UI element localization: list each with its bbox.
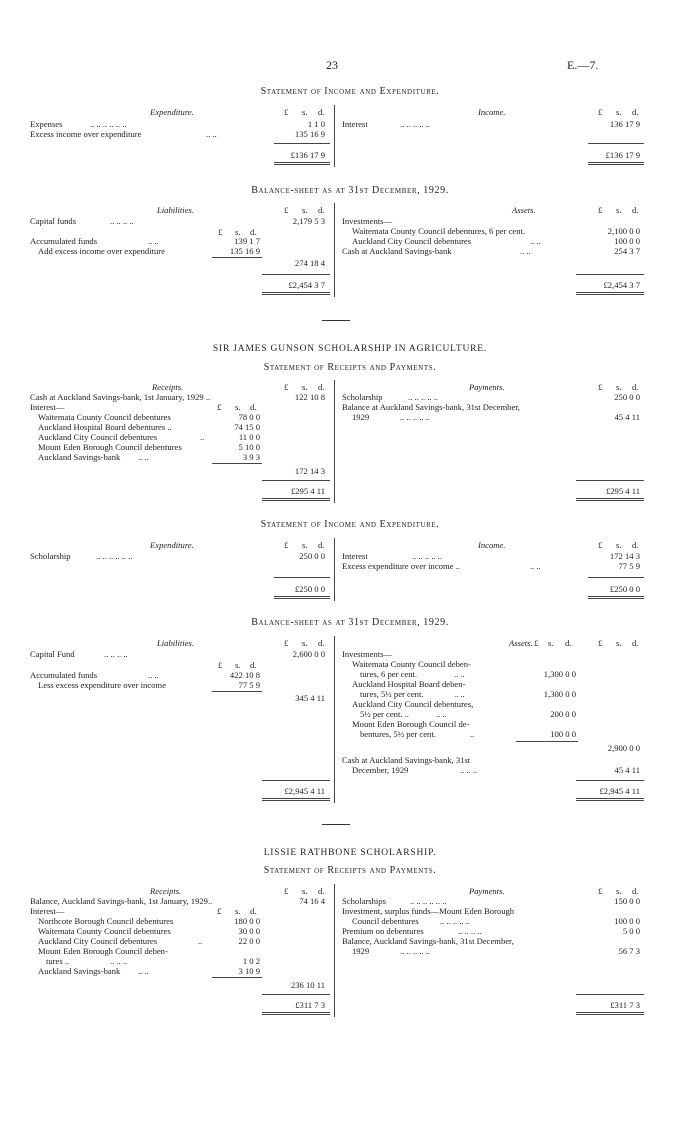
- gunson-balance-label: 1929: [352, 412, 370, 422]
- s2-add-excess-amt: 135 16 9: [229, 246, 260, 256]
- double-rule: [576, 292, 644, 295]
- gunson-scholarship-amt: 250 0 0: [614, 392, 640, 402]
- s1-left-head: Expenditure.: [150, 107, 194, 117]
- lsd-shilling: s.: [302, 205, 308, 215]
- lsd-pound: £: [534, 638, 539, 648]
- rathbone-interest-total: 236 10 11: [290, 980, 325, 990]
- rathbone-int-amt: 180 0 0: [234, 916, 260, 926]
- gunson-int-amt: 11 0 0: [238, 432, 260, 442]
- gunson-bs-right-head: Assets.: [509, 638, 533, 648]
- section-separator: [322, 320, 350, 321]
- total-rule: [274, 143, 330, 144]
- gunson-balance-amt: 45 4 11: [614, 412, 640, 422]
- leader-dots: .. .. .. .. .. ..: [90, 119, 127, 129]
- s2-cash-amt: 254 3 7: [614, 246, 640, 256]
- gunson-ie-right-total: £250 0 0: [609, 584, 640, 594]
- gunson-rp-title: Statement of Receipts and Payments.: [263, 362, 437, 373]
- leader-dots: .. ..: [138, 452, 149, 462]
- lsd-pound: £: [218, 227, 223, 237]
- gunson-inv-line: Auckland Hospital Board deben-: [352, 679, 466, 689]
- leader-dots: .. .. .. .. ..: [408, 392, 439, 402]
- lsd-pence: d.: [318, 638, 325, 648]
- gunson-ie-excess-amt: 77 5 9: [618, 561, 640, 571]
- rathbone-left-total: £311 7 3: [295, 1000, 325, 1010]
- gunson-inv-amt: 100 0 0: [550, 729, 576, 739]
- total-rule: [588, 577, 644, 578]
- rathbone-right-head: Payments.: [469, 886, 505, 896]
- leader-dots: .. ..: [454, 669, 465, 679]
- gunson-inv-label: Investments—: [342, 649, 393, 659]
- lsd-shilling: s.: [548, 638, 554, 648]
- leader-dots: .. .. .. .. ..: [412, 551, 443, 561]
- lsd-pound: £: [217, 402, 222, 412]
- leader-dots: ..: [470, 729, 475, 739]
- gunson-interest-total: 172 14 3: [294, 466, 325, 476]
- s1-right-total: £136 17 9: [605, 150, 640, 160]
- s2-right-head: Assets.: [512, 205, 536, 215]
- lsd-shilling: s.: [302, 886, 308, 896]
- lsd-shilling: s.: [235, 402, 241, 412]
- gunson-accum-amt: 422 10 8: [229, 670, 260, 680]
- gunson-int-amt: 78 0 0: [238, 412, 260, 422]
- rathbone-balance-amt: 74 16 4: [299, 896, 325, 906]
- gunson-less-excess-amt: 77 5 9: [238, 680, 260, 690]
- gunson-bs-cash-amt: 45 4 11: [614, 765, 640, 775]
- lsd-shilling: s.: [616, 205, 622, 215]
- gunson-capital-label: Capital Fund: [30, 649, 75, 659]
- lsd-pence: d.: [632, 638, 639, 648]
- s2-capital-label: Capital funds: [30, 216, 77, 226]
- rathbone-mteden-label: tures ..: [46, 956, 70, 966]
- gunson-bs-cash-line: Cash at Auckland Savings-bank, 31st: [342, 755, 471, 765]
- s2-accum-label: Accumulated funds: [30, 236, 98, 246]
- gunson-int-label: Mount Eden Borough Council debentures: [38, 442, 182, 452]
- lsd-pound: £: [598, 382, 603, 392]
- lsd-pound: £: [598, 205, 603, 215]
- gunson-rp-left-total: £295 4 11: [290, 486, 325, 496]
- rathbone-mteden-label: Mount Eden Borough Council deben-: [38, 946, 168, 956]
- rathbone-balance-label: Balance, Auckland Savings-bank, 1st January, 1929..: [30, 896, 213, 906]
- lsd-pound: £: [284, 107, 289, 117]
- gunson-cash-amt: 122 10 8: [294, 392, 325, 402]
- rathbone-int-label: Waitemata County Council debentures: [38, 926, 171, 936]
- double-rule: [576, 1012, 644, 1015]
- gunson-bs-right-total: £2,945 4 11: [599, 786, 640, 796]
- total-rule: [262, 780, 330, 781]
- leader-dots: .. ..: [454, 689, 465, 699]
- gunson-inv-amt: 1,300 0 0: [543, 669, 576, 679]
- gunson-ie-left-total: £250 0 0: [294, 584, 325, 594]
- gunson-ie-scholarship-label: Scholarship: [30, 551, 71, 561]
- leader-dots: ..: [200, 432, 205, 442]
- leader-dots: .. ..: [530, 236, 541, 246]
- gunson-ie-right-head: Income.: [478, 540, 506, 550]
- column-divider: [334, 884, 335, 1017]
- total-rule: [576, 780, 644, 781]
- lsd-pence: d.: [250, 402, 257, 412]
- gunson-less-excess-label: Less excess expenditure over income: [38, 680, 166, 690]
- gunson-inv-total: 2,900 0 0: [607, 743, 640, 753]
- lsd-pence: d.: [318, 540, 325, 550]
- total-rule: [588, 143, 644, 144]
- gunson-int-amt: 74 15 0: [234, 422, 260, 432]
- rathbone-int-amt: 22 0 0: [238, 936, 260, 946]
- rathbone-int-label: Northcote Borough Council debentures: [38, 916, 174, 926]
- lsd-pound: £: [598, 540, 603, 550]
- total-rule: [274, 577, 330, 578]
- lsd-pound: £: [284, 886, 289, 896]
- lsd-pence: d.: [632, 886, 639, 896]
- lsd-shilling: s.: [235, 906, 241, 916]
- gunson-accum-label: Accumulated funds: [30, 670, 98, 680]
- gunson-ie-scholarship-amt: 250 0 0: [299, 551, 325, 561]
- leader-dots: .. ..: [206, 129, 217, 139]
- lsd-shilling: s.: [302, 107, 308, 117]
- gunson-inv-line: tures, 5½ per cent.: [360, 689, 424, 699]
- s2-add-excess-label: Add excess income over expenditure: [38, 246, 165, 256]
- s2-auckland-city-label: Auckland City Council debentures: [352, 236, 472, 246]
- rathbone-pay-amt: 56 7 3: [618, 946, 640, 956]
- gunson-heading: SIR JAMES GUNSON SCHOLARSHIP IN AGRICULTURE.: [212, 344, 488, 354]
- rathbone-pay-amt: 150 0 0: [614, 896, 640, 906]
- double-rule: [274, 596, 330, 599]
- column-divider: [334, 636, 335, 803]
- gunson-inv-amt: 200 0 0: [550, 709, 576, 719]
- s2-investments-label: Investments—: [342, 216, 393, 226]
- gunson-inv-line: Auckland City Council debentures,: [352, 699, 474, 709]
- lsd-shilling: s.: [235, 660, 241, 670]
- gunson-inv-line: Waitemata County Council deben-: [352, 659, 471, 669]
- gunson-balance-label: Balance at Auckland Savings-bank, 31st December,: [342, 402, 520, 412]
- s2-waitemata-amt: 2,100 0 0: [607, 226, 640, 236]
- lsd-shilling: s.: [616, 382, 622, 392]
- leader-dots: .. .. .. ..: [104, 649, 128, 659]
- leader-dots: .. .. .. .. ..: [400, 946, 431, 956]
- double-rule: [262, 498, 330, 501]
- lsd-pound: £: [284, 540, 289, 550]
- column-divider: [334, 538, 335, 601]
- s1-title: Statement of Income and Expenditure.: [260, 86, 440, 97]
- leader-dots: .. .. .. ..: [110, 216, 134, 226]
- gunson-scholarship-label: Scholarship: [342, 392, 383, 402]
- gunson-int-label: Auckland Savings-bank: [38, 452, 121, 462]
- s1-excess-label: Excess income over expenditure: [30, 129, 142, 139]
- lsd-pence: d.: [250, 906, 257, 916]
- s2-accum-amt: 139 1 7: [234, 236, 260, 246]
- section-separator: [322, 824, 350, 825]
- leader-dots: .. ..: [148, 236, 159, 246]
- gunson-interest-label: Interest—: [30, 402, 65, 412]
- rathbone-pay-label: Premium on debentures: [342, 926, 424, 936]
- rathbone-savings-label: Auckland Savings-bank: [38, 966, 121, 976]
- gunson-inv-line: 5½ per cent. ..: [360, 709, 409, 719]
- lsd-pence: d.: [318, 107, 325, 117]
- double-rule: [262, 1012, 330, 1015]
- gunson-ie-excess-label: Excess expenditure over income ..: [342, 561, 460, 571]
- gunson-int-amt: 5 10 0: [238, 442, 260, 452]
- lsd-pound: £: [284, 382, 289, 392]
- gunson-rp-right-total: £295 4 11: [605, 486, 640, 496]
- s2-auckland-city-amt: 100 0 0: [614, 236, 640, 246]
- lsd-pence: d.: [632, 382, 639, 392]
- double-rule: [262, 798, 330, 801]
- lsd-pound: £: [284, 205, 289, 215]
- lsd-shilling: s.: [616, 886, 622, 896]
- s2-waitemata-label: Waitemata County Council debentures, 6 per cent.: [352, 226, 526, 236]
- total-rule: [576, 274, 644, 275]
- total-rule: [262, 480, 330, 481]
- lsd-shilling: s.: [616, 638, 622, 648]
- s2-left-total: £2,454 3 7: [288, 280, 325, 290]
- rathbone-left-head: Receipts.: [150, 886, 182, 896]
- lsd-pound: £: [218, 660, 223, 670]
- lsd-pence: d.: [250, 227, 257, 237]
- lsd-pence: d.: [318, 382, 325, 392]
- subtotal-rule: [212, 977, 262, 978]
- lsd-shilling: s.: [302, 638, 308, 648]
- gunson-inv-line: bentures, 5½ per cent.: [360, 729, 436, 739]
- rathbone-pay-label: Balance, Auckland Savings-bank, 31st December,: [342, 936, 514, 946]
- rathbone-pay-label: Scholarships: [342, 896, 386, 906]
- leader-dots: .. .. .. .. ..: [440, 916, 471, 926]
- gunson-bs-left-head: Liabilities.: [157, 638, 195, 648]
- gunson-bs-left-total: £2,945 4 11: [284, 786, 325, 796]
- s1-interest-label: Interest: [342, 119, 368, 129]
- total-rule: [262, 274, 330, 275]
- lsd-shilling: s.: [302, 382, 308, 392]
- leader-dots: .. ..: [436, 709, 447, 719]
- column-divider: [334, 105, 335, 167]
- rathbone-right-total: £311 7 3: [610, 1000, 640, 1010]
- lsd-pound: £: [598, 638, 603, 648]
- s2-cash-label: Cash at Auckland Savings-bank: [342, 246, 452, 256]
- total-rule: [576, 994, 644, 995]
- gunson-ie-interest-amt: 172 14 3: [609, 551, 640, 561]
- s1-interest-amt: 136 17 9: [609, 119, 640, 129]
- gunson-ie-title: Statement of Income and Expenditure.: [260, 519, 440, 530]
- gunson-ie-left-head: Expenditure.: [150, 540, 194, 550]
- gunson-inv-amt: 1,300 0 0: [543, 689, 576, 699]
- gunson-capital-amt: 2,600 0 0: [292, 649, 325, 659]
- gunson-inv-line: tures, 6 per cent.: [360, 669, 418, 679]
- lsd-shilling: s.: [235, 227, 241, 237]
- page-number: 23: [326, 58, 338, 72]
- rathbone-pay-label: Council debentures: [352, 916, 419, 926]
- rathbone-heading: LISSIE RATHBONE SCHOLARSHIP.: [263, 848, 437, 858]
- leader-dots: .. ..: [520, 246, 531, 256]
- rathbone-pay-amt: 5 0 0: [622, 926, 640, 936]
- subtotal-rule: [212, 691, 262, 692]
- lsd-pence: d.: [632, 107, 639, 117]
- leader-dots: .. ..: [530, 561, 541, 571]
- lsd-pence: d.: [318, 205, 325, 215]
- lsd-shilling: s.: [302, 540, 308, 550]
- double-rule: [588, 162, 644, 165]
- leader-dots: .. ..: [138, 966, 149, 976]
- lsd-pound: £: [598, 886, 603, 896]
- rathbone-title: Statement of Receipts and Payments.: [263, 865, 437, 876]
- lsd-pound: £: [284, 638, 289, 648]
- rathbone-pay-label: 1929: [352, 946, 370, 956]
- leader-dots: .. .. .. .. ..: [400, 119, 431, 129]
- leader-dots: .. .. .. .. .. ..: [410, 896, 447, 906]
- subtotal-rule: [516, 741, 578, 742]
- lsd-pence: d.: [632, 540, 639, 550]
- gunson-rp-right-head: Payments.: [469, 382, 505, 392]
- rathbone-int-amt: 30 0 0: [238, 926, 260, 936]
- double-rule: [274, 162, 330, 165]
- gunson-int-amt: 3 9 3: [242, 452, 260, 462]
- gunson-rp-left-head: Receipts.: [152, 382, 184, 392]
- rathbone-pay-label: Investment, surplus funds—Mount Eden Borough: [342, 906, 515, 916]
- subtotal-rule: [212, 463, 262, 464]
- s2-left-head: Liabilities.: [157, 205, 195, 215]
- leader-dots: .. .. ..: [110, 956, 128, 966]
- s1-expenses-amt: 1 1 0: [307, 119, 325, 129]
- double-rule: [588, 596, 644, 599]
- s1-right-head: Income.: [478, 107, 506, 117]
- s1-expenses-label: Expenses: [30, 119, 63, 129]
- gunson-int-label: Waitemata County Council debentures: [38, 412, 171, 422]
- gunson-int-label: Auckland City Council debentures: [38, 432, 158, 442]
- s1-left-total: £136 17 9: [290, 150, 325, 160]
- leader-dots: .. ..: [148, 670, 159, 680]
- s2-title: Balance-sheet as at 31st December, 1929.: [251, 185, 449, 196]
- lsd-pound: £: [217, 906, 222, 916]
- gunson-bs-cash-line: December, 1929: [352, 765, 409, 775]
- leader-dots: .. .. .. .. ..: [400, 412, 431, 422]
- rathbone-pay-amt: 100 0 0: [614, 916, 640, 926]
- s2-capital-amt: 2,179 5 3: [292, 216, 325, 226]
- gunson-bs-title: Balance-sheet as at 31st December, 1929.: [251, 617, 449, 628]
- gunson-cash-label: Cash at Auckland Savings-bank, 1st January, 1929 ..: [30, 392, 211, 402]
- lsd-pence: d.: [632, 205, 639, 215]
- gunson-bs-subtotal: 345 4 11: [295, 693, 325, 703]
- column-divider: [334, 380, 335, 503]
- rathbone-int-label: Auckland City Council debentures: [38, 936, 158, 946]
- leader-dots: .. .. .. .. .. ..: [96, 551, 133, 561]
- double-rule: [576, 798, 644, 801]
- gunson-int-label: Auckland Hospital Board debentures ..: [38, 422, 172, 432]
- rathbone-savings-amt: 3 10 9: [238, 966, 260, 976]
- column-divider: [334, 203, 335, 297]
- gunson-inv-line: Mount Eden Borough Council de-: [352, 719, 470, 729]
- leader-dots: .. .. ..: [460, 765, 478, 775]
- double-rule: [576, 498, 644, 501]
- double-rule: [262, 292, 330, 295]
- s2-subtotal: 274 18 4: [294, 258, 325, 268]
- lsd-pence: d.: [250, 660, 257, 670]
- page-ref: E.—7.: [567, 58, 599, 72]
- leader-dots: .. .. .. ..: [458, 926, 482, 936]
- s1-excess-amt: 135 16 9: [294, 129, 325, 139]
- lsd-shilling: s.: [616, 540, 622, 550]
- lsd-pound: £: [598, 107, 603, 117]
- lsd-pence: d.: [318, 886, 325, 896]
- rathbone-mteden-amt: 1 0 2: [242, 956, 260, 966]
- leader-dots: ..: [198, 936, 203, 946]
- lsd-pence: d.: [565, 638, 572, 648]
- total-rule: [262, 994, 330, 995]
- total-rule: [576, 480, 644, 481]
- gunson-ie-interest-label: Interest: [342, 551, 368, 561]
- s2-right-total: £2,454 3 7: [603, 280, 640, 290]
- lsd-shilling: s.: [616, 107, 622, 117]
- rathbone-interest-label: Interest—: [30, 906, 65, 916]
